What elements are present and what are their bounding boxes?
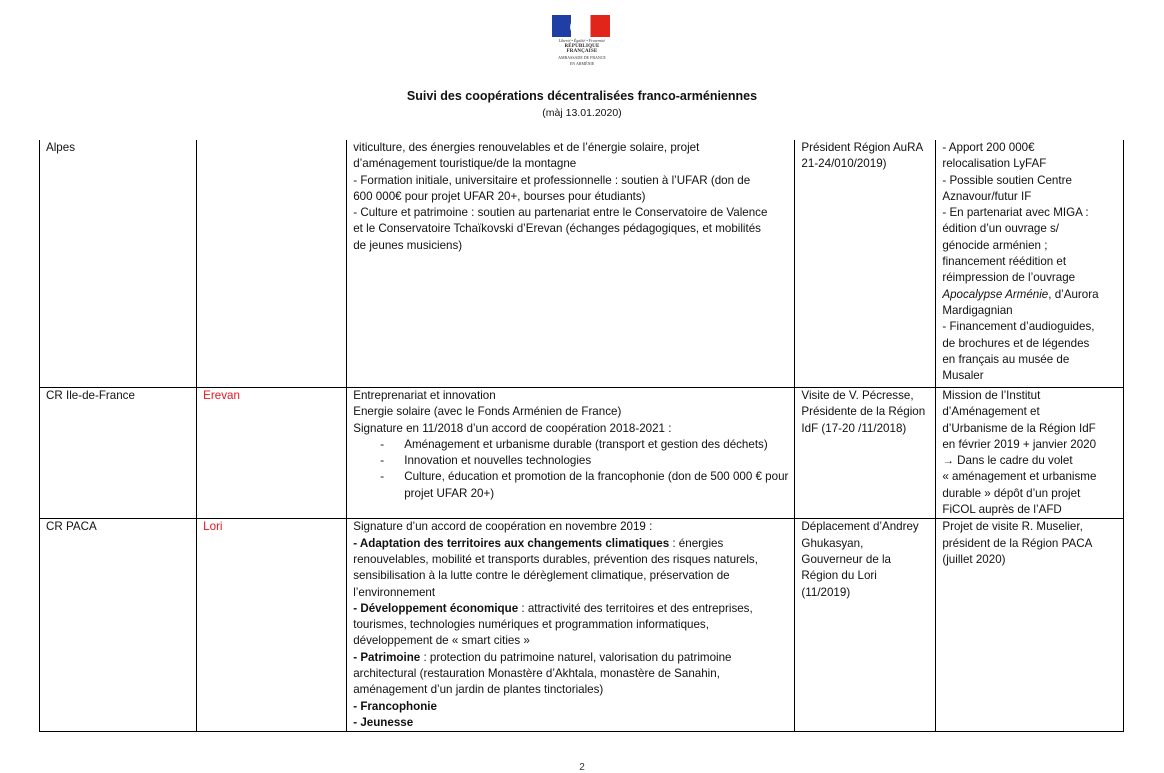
cell-french-collectivity	[40, 519, 197, 732]
domain-line: et le Conservatoire Tchaïkovski d’Erevan (échanges pédagogiques, et mobilités	[353, 222, 761, 236]
project-line	[942, 287, 1117, 303]
project-line: président de la Région PACA	[942, 536, 1093, 550]
domain-line: Energie solaire (avec le Fonds Arménien de France)	[353, 405, 622, 419]
book-title: Apocalypse Arménie	[942, 287, 1049, 301]
visit-line: Déplacement d’Andrey	[801, 520, 919, 534]
visit-line: Président Région AuRA	[801, 141, 924, 154]
logo-republic: RÉPUBLIQUE FRANÇAISE	[564, 44, 600, 54]
cell-armenian-collectivity	[197, 388, 347, 519]
visit-line: Visite de V. Pécresse,	[801, 389, 914, 402]
section-text: : protection du patrimoine naturel, valorisation du patrimoine architectural (restauration Monastère d’Akhtala, monastère de Sanahin, aménagement d’un jardin de plantes tinctoriales)	[353, 650, 732, 697]
domain-line: - Formation initiale, universitaire et professionnelle : soutien à l’UFAR (don de	[353, 173, 751, 187]
cell-french-collectivity	[40, 388, 197, 519]
domain-line: d’aménagement touristique/de la montagne	[353, 157, 577, 171]
dash-bullet-icon: -	[380, 437, 385, 451]
project-line: « aménagement et urbanisme	[942, 470, 1097, 484]
visit-line: Gouverneur de la	[801, 552, 892, 566]
cell-projects	[936, 388, 1124, 519]
agreement-items	[353, 437, 788, 502]
logo-embassy-line1: AMBASSADE DE FRANCE	[558, 55, 606, 60]
agreement-item: - Aménagement et urbanisme durable (transport et gestion des déchets)	[353, 437, 788, 453]
project-line: d’Aménagement et	[942, 405, 1040, 419]
domain-section	[353, 699, 788, 715]
project-line: → Dans le cadre du volet	[942, 454, 1073, 468]
project-line: réimpression de l’ouvrage	[942, 271, 1076, 285]
section-heading: - Patrimoine	[353, 650, 421, 664]
domain-line: 600 000€ pour projet UFAR 20+, bourses pour étudiants)	[353, 189, 646, 203]
project-line: financement réédition et	[942, 255, 1067, 269]
project-line: relocalisation LyFAF	[942, 157, 1047, 171]
domain-line: - Culture et patrimoine : soutien au partenariat entre le Conservatoire de Valence	[353, 206, 768, 220]
section-heading: - Jeunesse	[353, 715, 414, 729]
project-line: FiCOL auprès de l’AFD	[942, 503, 1062, 517]
domain-line: Signature en 11/2018 d’un accord de coopération 2018-2021 :	[353, 421, 672, 435]
dash-bullet-icon: -	[380, 454, 385, 468]
cell-projects	[936, 519, 1124, 732]
domain-section	[353, 601, 788, 650]
domain-line: viticulture, des énergies renouvelables et de l’énergie solaire, projet	[353, 141, 700, 154]
visit-line: IdF (17-20 /11/2018)	[801, 421, 907, 435]
cell-armenian-collectivity	[197, 140, 347, 388]
cell-domains	[347, 519, 795, 732]
cooperation-table	[39, 140, 1124, 732]
logo-embassy-line2: EN ARMÉNIE	[569, 61, 595, 66]
project-line: en février 2019 + janvier 2020	[942, 437, 1097, 451]
project-line: - Apport 200 000€	[942, 141, 1035, 154]
armenian-collectivity: Erevan	[203, 389, 240, 402]
visit-line: (11/2019)	[801, 585, 851, 599]
table-row	[40, 519, 1124, 732]
agreement-item: - Innovation et nouvelles technologies	[353, 453, 788, 469]
visit-line: Région du Lori	[801, 569, 877, 583]
section-heading: - Développement économique	[353, 601, 519, 615]
visit-line: Ghukasyan,	[801, 536, 864, 550]
table-row	[40, 388, 1124, 519]
document-title: Suivi des coopérations décentralisées franco-arméniennes	[406, 89, 758, 103]
project-line: - Possible soutien Centre	[942, 173, 1072, 187]
marianne-icon	[570, 18, 590, 36]
cell-french-collectivity	[40, 140, 197, 388]
project-line: en français au musée de	[942, 352, 1070, 366]
project-line: Mission de l’Institut	[942, 389, 1041, 402]
cell-armenian-collectivity	[197, 519, 347, 732]
cell-visits	[795, 140, 936, 388]
french-collectivity: CR Ile-de-France	[46, 389, 135, 402]
cell-domains	[347, 140, 795, 388]
french-collectivity: Alpes	[46, 141, 76, 154]
domain-section	[353, 650, 788, 699]
visit-line: 21-24/010/2019)	[801, 157, 887, 171]
logo-motto: Liberté • Égalité • Fraternité	[558, 38, 606, 43]
domain-line: Entreprenariat et innovation	[353, 389, 496, 402]
project-line: (juillet 2020)	[942, 552, 1006, 566]
project-line: édition d’un ouvrage s/	[942, 222, 1060, 236]
project-line: - Financement d’audioguides,	[942, 320, 1095, 334]
project-line: durable » dépôt d’un projet	[942, 486, 1081, 500]
cell-projects	[936, 140, 1124, 388]
dash-bullet-icon: -	[380, 470, 385, 484]
armenian-collectivity: Lori	[203, 520, 223, 534]
cell-visits	[795, 519, 936, 732]
republique-francaise-logo	[550, 15, 614, 70]
section-heading: - Francophonie	[353, 699, 437, 713]
domain-section	[353, 715, 788, 731]
domain-section	[353, 536, 788, 601]
project-line: Aznavour/futur IF	[942, 189, 1032, 203]
visit-line: Présidente de la Région	[801, 405, 926, 419]
section-heading: - Adaptation des territoires aux changements climatiques	[353, 536, 670, 550]
project-line: d’Urbanisme de la Région IdF	[942, 421, 1096, 435]
table-row	[40, 140, 1124, 388]
project-line: génocide arménien ;	[942, 238, 1048, 252]
agreement-item: - Culture, éducation et promotion de la francophonie (don de 500 000 € pour projet UFAR 20+)	[380, 470, 789, 500]
project-line: Mardigagnian	[942, 303, 1013, 317]
page-number: 2	[579, 762, 585, 773]
document-subtitle: (màj 13.01.2020)	[542, 107, 622, 119]
section-text: : attractivité des territoires et des entreprises, tourismes, technologies numériques et programmation informatiques, développement de « smart cities »	[353, 601, 753, 648]
french-collectivity: CR PACA	[46, 520, 97, 534]
domain-line: de jeunes musiciens)	[353, 238, 463, 252]
project-line: Musaler	[942, 369, 984, 383]
cell-domains	[347, 388, 795, 519]
project-line: de brochures et de légendes	[942, 336, 1090, 350]
domain-intro: Signature d’un accord de coopération en novembre 2019 :	[353, 520, 653, 534]
book-author: , d’Aurora	[1048, 287, 1099, 301]
project-line: Projet de visite R. Muselier,	[942, 520, 1083, 534]
logo-embassy	[550, 55, 614, 67]
section-text: : énergies renouvelables, mobilité et transports durables, prévention des risques naturels, sensibilisation à la lutte contre le dérèglement climatique, préservation de l’environnement	[353, 536, 758, 599]
cell-visits	[795, 388, 936, 519]
project-line: - En partenariat avec MIGA :	[942, 206, 1089, 220]
